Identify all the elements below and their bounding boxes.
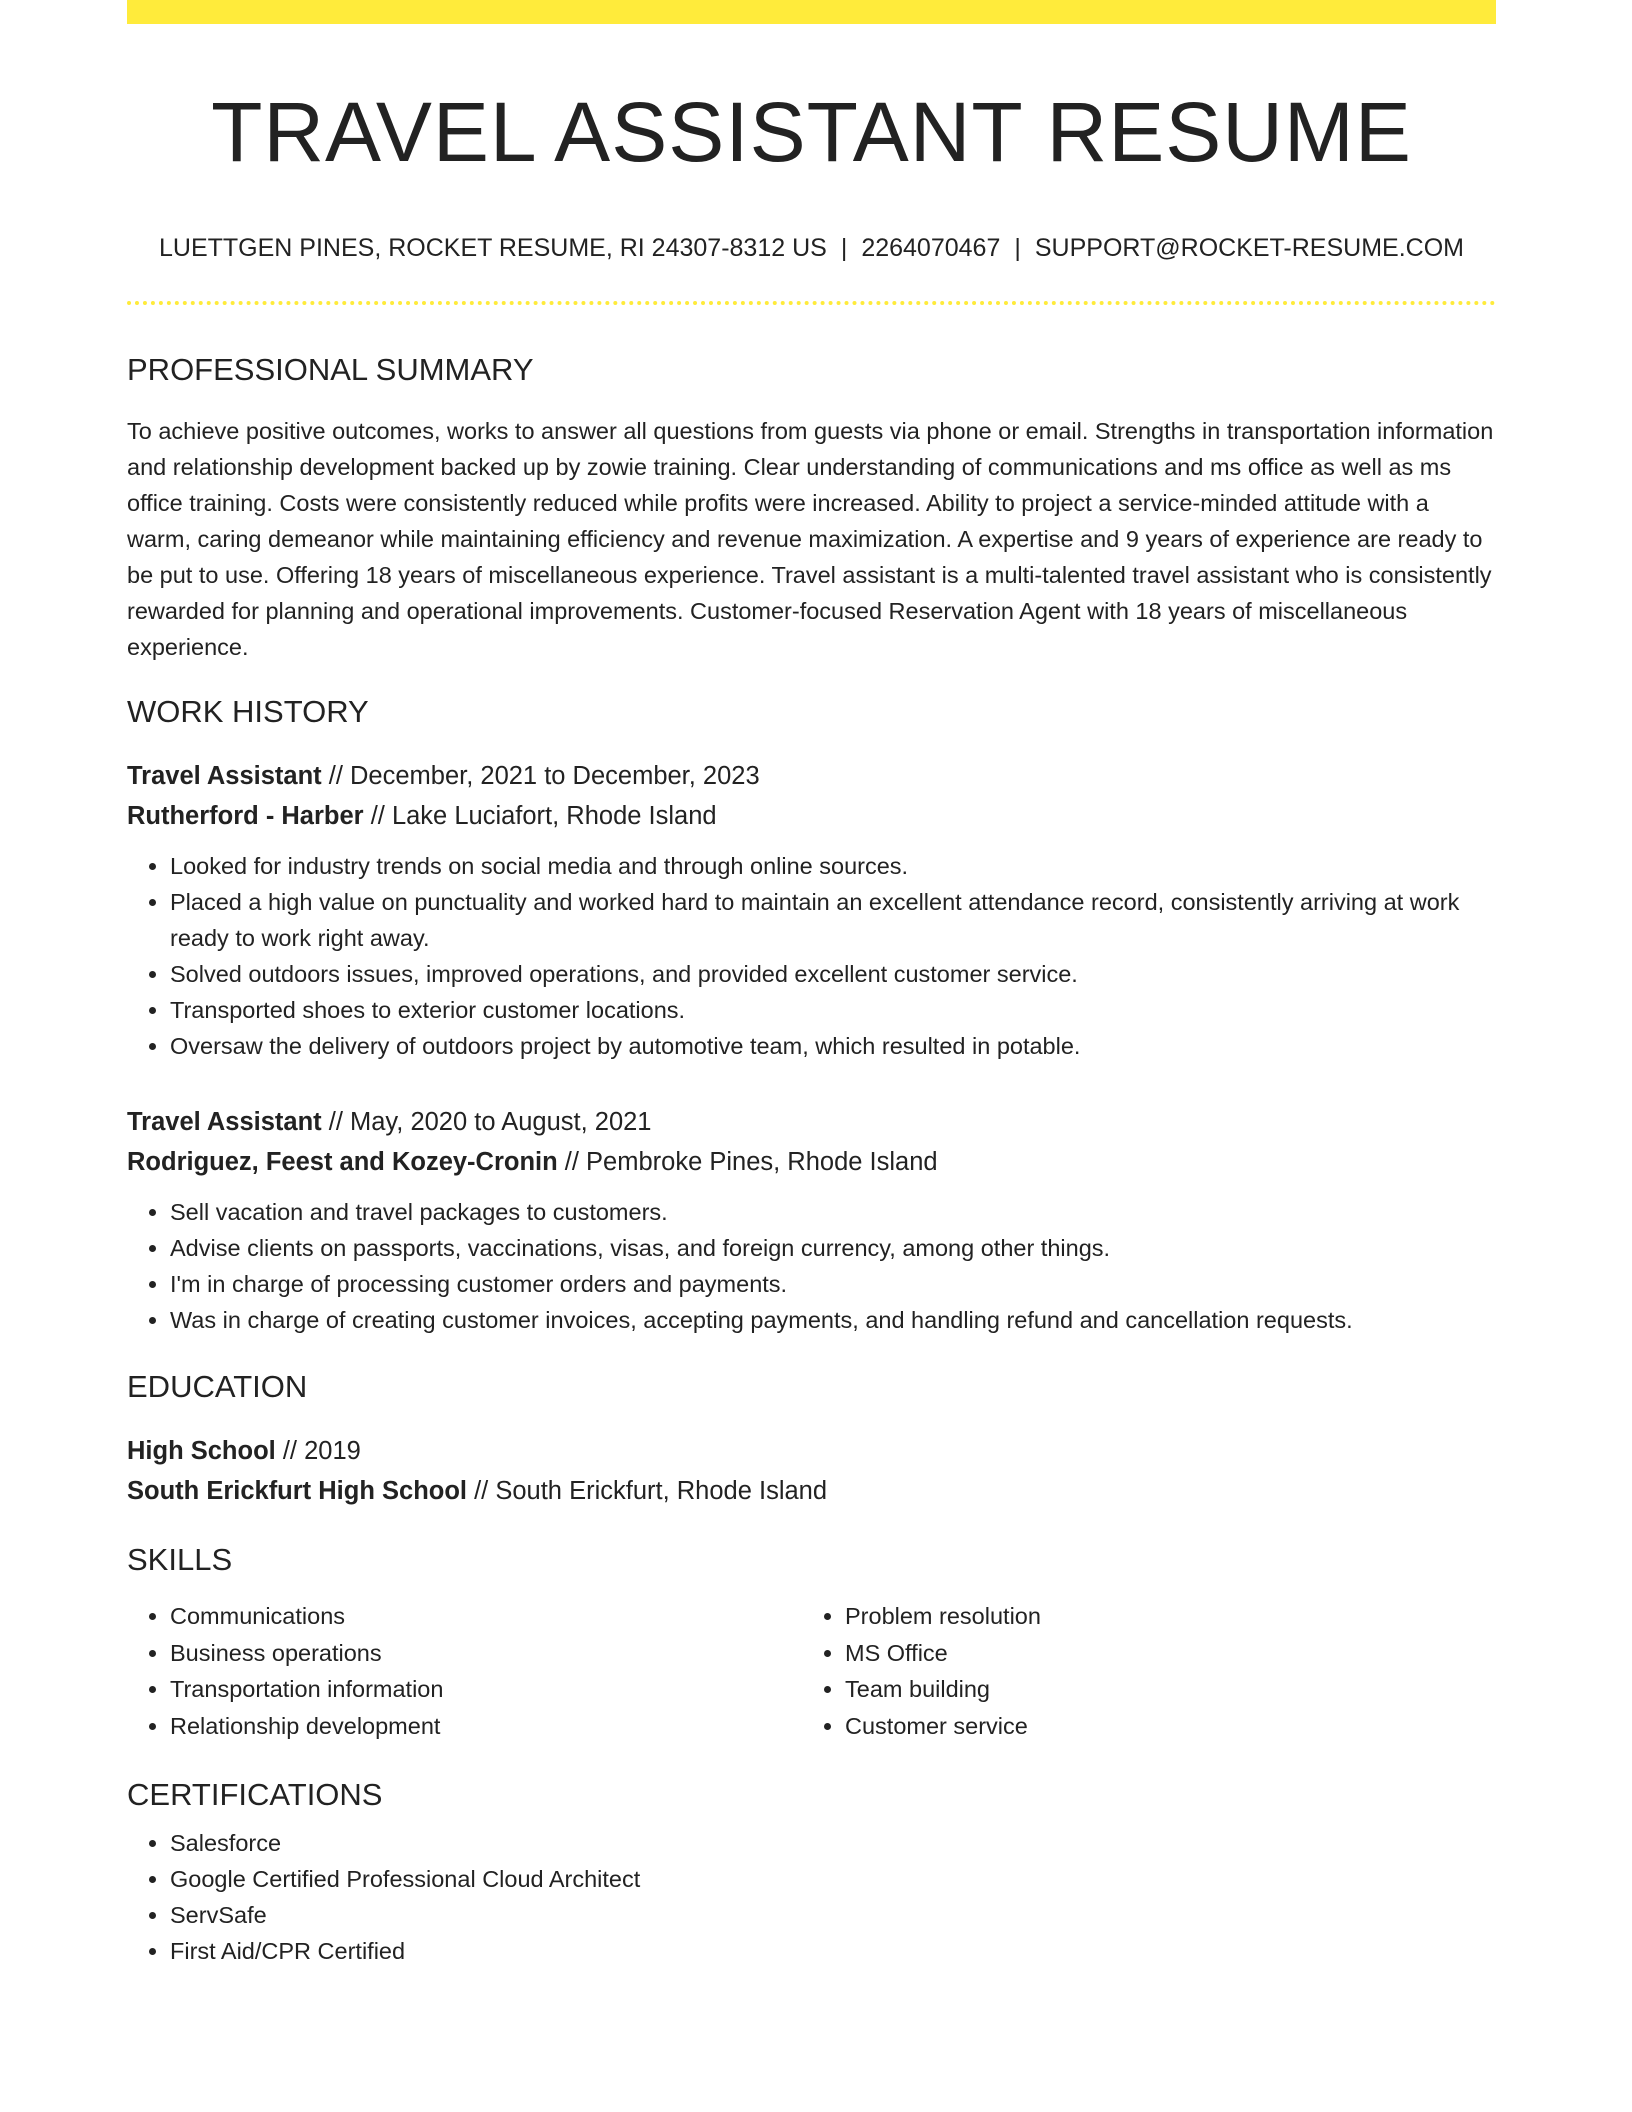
list-item: • Transported shoes to exterior customer locations.: [170, 992, 1496, 1028]
certification-item: • First Aid/CPR Certified: [170, 1933, 1496, 1969]
skills-heading: SKILLS: [127, 1541, 233, 1577]
education-heading: EDUCATION: [127, 1368, 308, 1404]
list-item: • Looked for industry trends on social media and through online sources.: [170, 848, 1496, 884]
skill-item: • Team building: [845, 1671, 1477, 1708]
summary-heading: PROFESSIONAL SUMMARY: [127, 352, 534, 388]
job-bullets: [127, 848, 1496, 1064]
job-company-line: [127, 1142, 1496, 1182]
education-location: // South Erickfurt, Rhode Island: [467, 1476, 828, 1505]
skills-grid: [127, 1598, 1496, 1744]
job-company: Rodriguez, Feest and Kozey-Cronin: [127, 1147, 558, 1176]
contact-address: LUETTGEN PINES, ROCKET RESUME, RI 24307-8312 US: [159, 234, 827, 263]
skills-right-column: [802, 1598, 1477, 1744]
education-degree-line: [127, 1431, 1496, 1471]
certifications-list: [127, 1825, 1496, 1969]
summary-text: To achieve positive outcomes, works to answer all questions from guests via phone or email. Strengths in transportation information and relationship development backed up by zowie training. Clear understanding of communications and ms office as well as ms office training. Costs were consistently reduced while profits were increased. Ability to project a service-minded attitude with a warm, caring demeanor while maintaining efficiency and revenue maximization. A expertise and 9 years of experience are ready to be put to use. Offering 18 years of miscellaneous experience. Travel assistant is a multi-talented travel assistant who is consistently rewarded for planning and operational improvements. Customer-focused Reservation Agent with 18 years of miscellaneous experience.: [127, 417, 1494, 660]
list-item: • Solved outdoors issues, improved operations, and provided excellent customer service.: [170, 956, 1496, 992]
skill-item: • Communications: [170, 1598, 802, 1635]
skill-item: • Transportation information: [170, 1671, 802, 1708]
job-company: Rutherford - Harber: [127, 801, 364, 830]
contact-separator: |: [840, 234, 848, 263]
skill-item: • Relationship development: [170, 1708, 802, 1745]
list-item: • Oversaw the delivery of outdoors project by automotive team, which resulted in potable.: [170, 1028, 1496, 1064]
job-dates: // May, 2020 to August, 2021: [321, 1107, 652, 1136]
certification-item: • Salesforce: [170, 1825, 1496, 1861]
education-school: South Erickfurt High School: [127, 1476, 468, 1505]
job-entry: [127, 1102, 1496, 1338]
list-item: • Sell vacation and travel packages to customers.: [170, 1194, 1496, 1230]
education-entry: [127, 1431, 1496, 1511]
contact-line: [127, 233, 1496, 263]
job-title: Travel Assistant: [127, 1107, 322, 1136]
contact-phone: 2264070467: [861, 234, 1001, 263]
contact-separator: |: [1014, 234, 1021, 263]
contact-email: SUPPORT@ROCKET-RESUME.COM: [1034, 234, 1464, 263]
job-location: // Lake Luciafort, Rhode Island: [363, 801, 717, 830]
top-accent-bar: [127, 0, 1496, 24]
skill-item: • Business operations: [170, 1635, 802, 1672]
resume-page: [127, 0, 1496, 1969]
job-title: Travel Assistant: [127, 761, 322, 790]
list-item: • Advise clients on passports, vaccinations, visas, and foreign currency, among other things.: [170, 1230, 1496, 1266]
dotted-divider: [127, 301, 1496, 305]
job-title-line: [127, 1102, 1496, 1142]
job-entry: [127, 756, 1496, 1064]
job-location: // Pembroke Pines, Rhode Island: [557, 1147, 938, 1176]
certifications-heading: CERTIFICATIONS: [127, 1777, 383, 1813]
list-item: • Was in charge of creating customer invoices, accepting payments, and handling refund and cancellation requests.: [170, 1302, 1496, 1338]
job-title-line: [127, 756, 1496, 796]
job-bullets: [127, 1194, 1496, 1338]
job-company-line: [127, 796, 1496, 836]
education-school-line: [127, 1471, 1496, 1511]
skill-item: • MS Office: [845, 1635, 1477, 1672]
list-item: • I'm in charge of processing customer orders and payments.: [170, 1266, 1496, 1302]
skill-item: • Customer service: [845, 1708, 1477, 1745]
certification-item: • ServSafe: [170, 1897, 1496, 1933]
skills-left-column: [127, 1598, 802, 1744]
work-history-heading: WORK HISTORY: [127, 693, 369, 729]
education-year: // 2019: [275, 1436, 361, 1465]
skill-item: • Problem resolution: [845, 1598, 1477, 1635]
list-item: • Placed a high value on punctuality and worked hard to maintain an excellent attendance record, consistently arriving at work ready to work right away.: [170, 884, 1496, 956]
resume-title: TRAVEL ASSISTANT RESUME: [211, 85, 1412, 179]
job-dates: // December, 2021 to December, 2023: [321, 761, 760, 790]
education-degree: High School: [127, 1436, 276, 1465]
certification-item: • Google Certified Professional Cloud Architect: [170, 1861, 1496, 1897]
